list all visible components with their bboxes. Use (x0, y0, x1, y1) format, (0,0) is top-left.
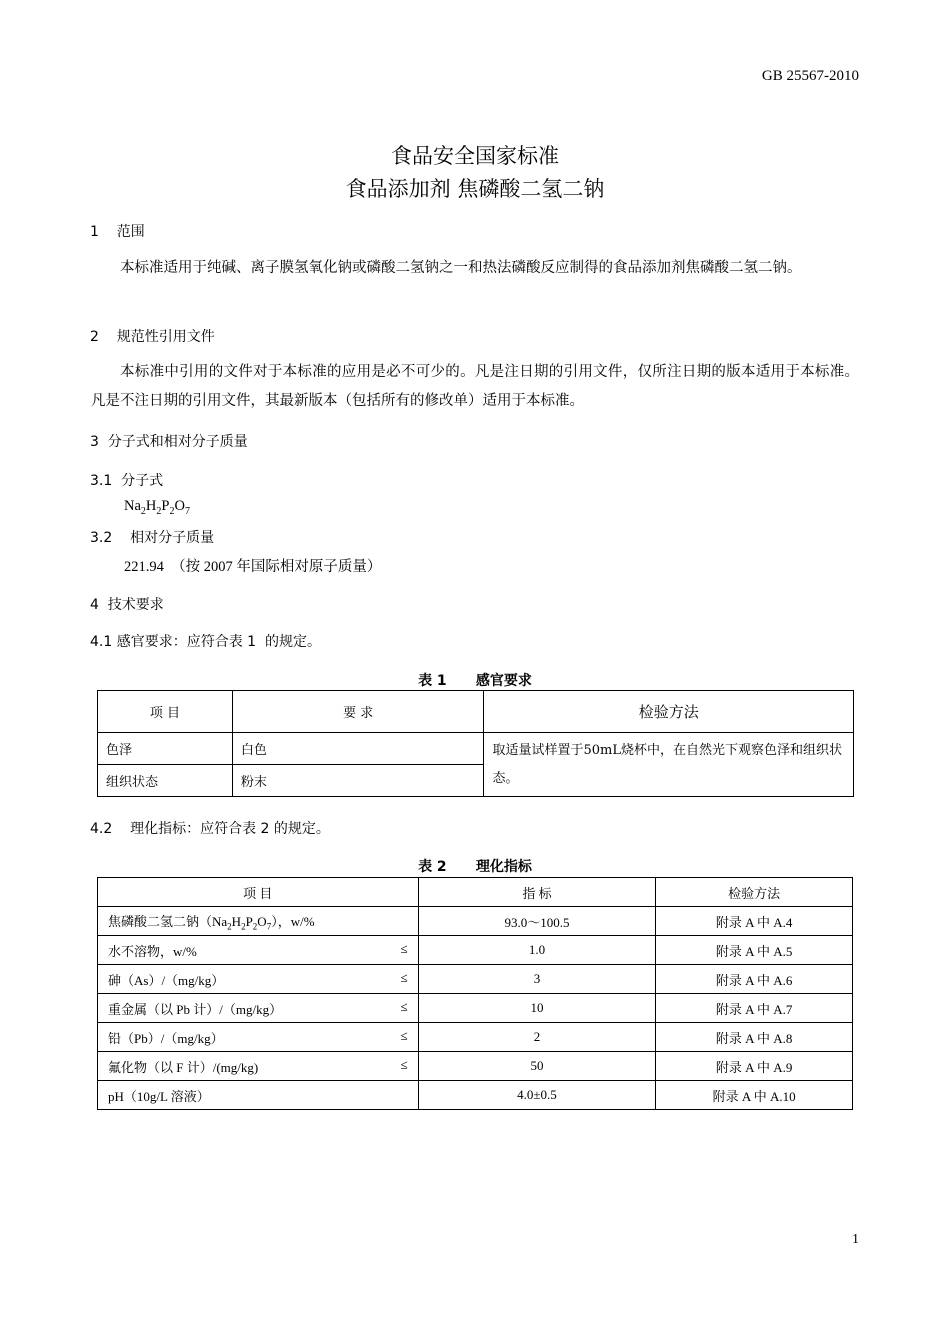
section-2-paragraph: 本标准中引用的文件对于本标准的应用是必不可少的。凡是注日期的引用文件，仅所注日期的版本适用于本标准。凡是不注日期的引用文件，其最新版本（包括所有的修改单）适用于本标准。 (91, 364, 859, 409)
inspection-method: 取适量试样置于50mL烧杯中，在自然光下观察色泽和组织状态。 (484, 733, 854, 797)
row-value: 2 (418, 1023, 656, 1052)
section-1-heading: 1 范围 (90, 224, 145, 240)
section-3-1-heading: 3.1 分子式 (90, 473, 164, 489)
row-requirement: 白色 (232, 733, 484, 765)
row-requirement: 粉末 (232, 765, 484, 797)
row-value: 4.0±0.5 (418, 1081, 656, 1110)
row-method: 附录 A 中 A.4 (656, 907, 853, 936)
page-number: 1 (852, 1232, 859, 1247)
document-title-line2: 食品添加剂 焦磷酸二氢二钠 (345, 177, 605, 201)
document-title-line1: 食品安全国家标准 (391, 144, 559, 168)
le-sign: ≤ (400, 1056, 408, 1072)
physicochemical-indicators-table (97, 877, 853, 1110)
section-3-2-heading: 3.2 相对分子质量 (90, 530, 215, 546)
table-header-row (98, 878, 853, 907)
section-1-paragraph: 本标准适用于纯碱、离子膜氢氧化钠或磷酸二氢钠之一和热法磷酸反应制得的食品添加剂焦磷酸二氢二钠。 (120, 260, 802, 276)
section-4-heading: 4 技术要求 (90, 597, 164, 613)
row-item: 氟化物（以 F 计）/(mg/kg) ≤ (98, 1052, 419, 1081)
row-item: 水不溶物，w/% ≤ (98, 936, 419, 965)
row-method: 附录 A 中 A.7 (656, 994, 853, 1023)
row-value: 10 (418, 994, 656, 1023)
le-sign: ≤ (400, 969, 408, 985)
row-method: 附录 A 中 A.10 (656, 1081, 853, 1110)
row-method: 附录 A 中 A.6 (656, 965, 853, 994)
row-value: 3 (418, 965, 656, 994)
table-header-row (98, 691, 854, 733)
table-row (98, 936, 853, 965)
row-item: 组织状态 (98, 765, 233, 797)
molecular-mass: 221.94 （按 2007 年国际相对原子质量） (124, 559, 382, 575)
row-value: 50 (418, 1052, 656, 1081)
le-sign: ≤ (400, 940, 408, 956)
row-method: 附录 A 中 A.9 (656, 1052, 853, 1081)
sensory-requirements-table (97, 690, 854, 797)
row-item: 砷（As）/（mg/kg） ≤ (98, 965, 419, 994)
column-header-method: 检验方法 (484, 691, 854, 733)
standard-number: GB 25567-2010 (761, 68, 859, 84)
column-header-indicator: 指 标 (418, 878, 656, 907)
row-item: 铅（Pb）/（mg/kg） ≤ (98, 1023, 419, 1052)
row-method: 附录 A 中 A.8 (656, 1023, 853, 1052)
column-header-requirement: 要 求 (232, 691, 484, 733)
row-item: 焦磷酸二氢二钠$(Na_2H_2P_2O_7)$，w/% (98, 907, 419, 936)
row-item: 色泽 (98, 733, 233, 765)
table-row (98, 994, 853, 1023)
table-1-caption: 表 1 感官要求 (418, 673, 532, 689)
section-4-1-heading: 4.1 感官要求：应符合表 1 的规定。 (90, 634, 321, 650)
section-4-2-heading: 4.2 理化指标：应符合表 2 的规定。 (90, 821, 330, 837)
table-row (98, 733, 854, 765)
row-item: 重金属（以 Pb 计）/（mg/kg） ≤ (98, 994, 419, 1023)
column-header-method: 检验方法 (656, 878, 853, 907)
row-item: pH（10g/L 溶液） (98, 1081, 419, 1110)
le-sign: ≤ (400, 1027, 408, 1043)
column-header-item: 项 目 (98, 878, 419, 907)
table-row (98, 907, 853, 936)
table-row (98, 1081, 853, 1110)
le-sign: ≤ (400, 998, 408, 1014)
table-2-caption: 表 2 理化指标 (418, 859, 532, 875)
molecular-formula: $Na_2H_2P_2O_7$ (124, 498, 190, 517)
table-row (98, 965, 853, 994)
column-header-item: 项 目 (98, 691, 233, 733)
row-method: 附录 A 中 A.5 (656, 936, 853, 965)
row-value: 93.0～100.5 (418, 907, 656, 936)
section-2-heading: 2 规范性引用文件 (90, 329, 215, 345)
table-row (98, 1023, 853, 1052)
table-row (98, 1052, 853, 1081)
section-3-heading: 3 分子式和相对分子质量 (90, 434, 248, 450)
row-value: 1.0 (418, 936, 656, 965)
